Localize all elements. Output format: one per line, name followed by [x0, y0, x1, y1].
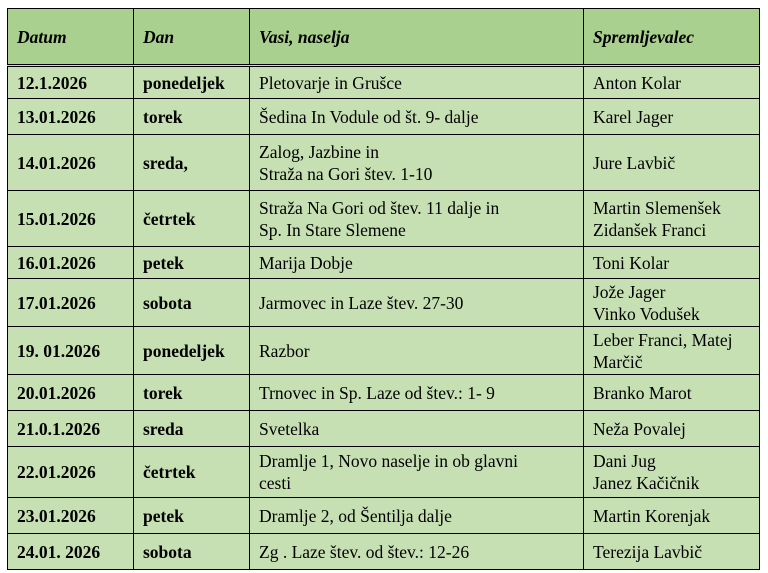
- escort-cell: Jože Jager Vinko Vodušek: [584, 279, 760, 327]
- header-spremljevalec: Spremljevalec: [584, 9, 760, 66]
- escort-cell: Branko Marot: [584, 375, 760, 411]
- villages-cell: Zg . Laze štev. od štev.: 12-26: [250, 534, 584, 570]
- escort-cell: Martin Korenjak: [584, 498, 760, 534]
- date-cell: 16.01.2026: [8, 247, 134, 279]
- escort-cell: Terezija Lavbič: [584, 534, 760, 570]
- villages-cell: Šedina In Vodule od št. 9- dalje: [250, 99, 584, 135]
- escort-cell: Neža Povalej: [584, 411, 760, 447]
- escort-cell: Anton Kolar: [584, 66, 760, 99]
- day-cell: petek: [134, 247, 250, 279]
- date-cell: 22.01.2026: [8, 447, 134, 498]
- table-row: [8, 498, 760, 534]
- table-row: [8, 447, 760, 498]
- table-row: [8, 191, 760, 247]
- table-row: [8, 534, 760, 570]
- villages-cell: Svetelka: [250, 411, 584, 447]
- day-cell: torek: [134, 375, 250, 411]
- date-cell: 14.01.2026: [8, 135, 134, 191]
- date-cell: 24.01. 2026: [8, 534, 134, 570]
- villages-cell: Dramlje 2, od Šentilja dalje: [250, 498, 584, 534]
- date-cell: 23.01.2026: [8, 498, 134, 534]
- date-cell: 19. 01.2026: [8, 327, 134, 375]
- escort-cell: Dani Jug Janez Kačičnik: [584, 447, 760, 498]
- date-cell: 17.01.2026: [8, 279, 134, 327]
- date-cell: 21.0.1.2026: [8, 411, 134, 447]
- header-dan: Dan: [134, 9, 250, 66]
- date-cell: 15.01.2026: [8, 191, 134, 247]
- villages-cell: Dramlje 1, Novo naselje in ob glavni cesti: [250, 447, 584, 498]
- villages-cell: Trnovec in Sp. Laze od štev.: 1- 9: [250, 375, 584, 411]
- day-cell: četrtek: [134, 191, 250, 247]
- header-datum: Datum: [8, 9, 134, 66]
- escort-cell: Karel Jager: [584, 99, 760, 135]
- villages-cell: Zalog, Jazbine in Straža na Gori štev. 1-10: [250, 135, 584, 191]
- escort-cell: Leber Franci, Matej Marčič: [584, 327, 760, 375]
- day-cell: sreda,: [134, 135, 250, 191]
- escort-cell: Martin Slemenšek Zidanšek Franci: [584, 191, 760, 247]
- header-row: [8, 9, 760, 66]
- escort-cell: Toni Kolar: [584, 247, 760, 279]
- table-row: [8, 66, 760, 99]
- table-row: [8, 99, 760, 135]
- villages-cell: Pletovarje in Grušce: [250, 66, 584, 99]
- header-vasi: Vasi, naselja: [250, 9, 584, 66]
- table-row: [8, 327, 760, 375]
- date-cell: 12.1.2026: [8, 66, 134, 99]
- day-cell: sobota: [134, 279, 250, 327]
- villages-cell: Razbor: [250, 327, 584, 375]
- date-cell: 20.01.2026: [8, 375, 134, 411]
- day-cell: petek: [134, 498, 250, 534]
- table-row: [8, 375, 760, 411]
- villages-cell: Straža Na Gori od štev. 11 dalje in Sp. In Stare Slemene: [250, 191, 584, 247]
- escort-cell: Jure Lavbič: [584, 135, 760, 191]
- table-row: [8, 411, 760, 447]
- schedule-table: [7, 8, 760, 570]
- date-cell: 13.01.2026: [8, 99, 134, 135]
- table-row: [8, 247, 760, 279]
- day-cell: ponedeljek: [134, 66, 250, 99]
- villages-cell: Marija Dobje: [250, 247, 584, 279]
- day-cell: sreda: [134, 411, 250, 447]
- table-row: [8, 135, 760, 191]
- day-cell: četrtek: [134, 447, 250, 498]
- villages-cell: Jarmovec in Laze štev. 27-30: [250, 279, 584, 327]
- day-cell: torek: [134, 99, 250, 135]
- day-cell: sobota: [134, 534, 250, 570]
- day-cell: ponedeljek: [134, 327, 250, 375]
- table-row: [8, 279, 760, 327]
